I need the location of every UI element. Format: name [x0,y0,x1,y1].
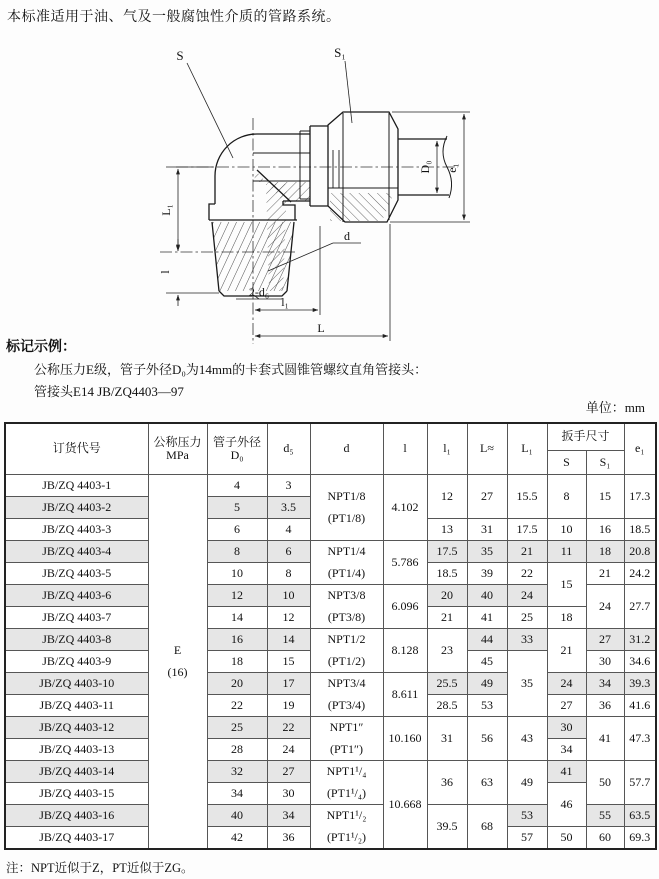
table-cell: 57.7 [624,761,656,805]
table-cell: 39 [467,563,507,585]
table-cell: 34.6 [624,651,656,673]
col-header-S1: S₁ [586,451,624,475]
table-cell: 22 [267,717,310,739]
table-cell: 5 [207,497,267,519]
intro-text: 本标准适用于油、气及一般腐蚀性介质的管路系统。 [7,10,341,25]
table-cell: 8 [547,475,586,519]
table-cell: 22 [207,695,267,717]
table-cell: 43 [507,717,547,761]
table-cell: 21 [586,563,624,585]
table-cell: 28 [207,739,267,761]
unit-label: 单位：mm [585,400,645,415]
col-header-L1: L₁ [507,423,547,475]
table-cell: 34 [207,783,267,805]
table-cell: 10.160 [383,717,427,761]
table-cell: 16 [586,519,624,541]
col-header-l1: l₁ [427,423,467,475]
table-cell: 40 [207,805,267,827]
table-cell: 53 [467,695,507,717]
table-cell: 36 [427,761,467,805]
table-cell: 21 [507,541,547,563]
label-L: L [317,321,325,335]
table-cell: JB/ZQ 4403-14 [5,761,148,783]
table-cell: JB/ZQ 4403-17 [5,827,148,850]
table-cell: 35 [507,651,547,717]
col-header-L-approx: L≈ [467,423,507,475]
table-cell: 34 [547,739,586,761]
table-cell: JB/ZQ 4403-13 [5,739,148,761]
table-cell: 27.7 [624,585,656,629]
table-cell: NPT3/4 (PT3/4) [310,673,383,717]
table-cell: 41 [586,717,624,761]
table-cell: 12 [267,607,310,629]
table-cell: 53 [507,805,547,827]
table-cell: JB/ZQ 4403-7 [5,607,148,629]
table-cell: 3.5 [267,497,310,519]
table-cell: NPT1/4 (PT1/4) [310,541,383,585]
table-head [5,423,656,475]
table-cell: 17.3 [624,475,656,519]
table-cell: 17.5 [427,541,467,563]
table-cell: 41.6 [624,695,656,717]
table-cell: 24 [547,673,586,695]
table-cell: 8 [267,563,310,585]
table-cell: 39.5 [427,805,467,850]
label-d0: D₀ [418,160,432,174]
table-cell: 56 [467,717,507,761]
label-s: S [176,48,184,63]
table-cell: 39.3 [624,673,656,695]
table-cell: 18.5 [427,563,467,585]
table-cell: NPT1/8 (PT1/8) [310,475,383,541]
table-cell: 36 [267,827,310,850]
table-cell: 24.2 [624,563,656,585]
table-cell: 15 [547,563,586,607]
table-cell: 36 [586,695,624,717]
table-cell: 4.102 [383,475,427,541]
table-cell: 32 [207,761,267,783]
table-cell: 33 [507,629,547,651]
table-cell: NPT1/2 (PT1/2) [310,629,383,673]
table-cell: 28.5 [427,695,467,717]
table-cell: 14 [267,629,310,651]
section-hatching [212,172,394,291]
table-cell: 14 [207,607,267,629]
table-cell: JB/ZQ 4403-1 [5,475,148,497]
table-cell: 6.096 [383,585,427,629]
table-cell: 8.611 [383,673,427,717]
label-d: d [344,229,350,243]
table-cell: 42 [207,827,267,850]
col-header-wrench-size: 扳手尺寸 [547,423,624,451]
table-cell: 23 [427,629,467,673]
table-cell: JB/ZQ 4403-6 [5,585,148,607]
table-cell: 49 [467,673,507,695]
col-header-e1: e₁ [624,423,656,475]
table-cell: JB/ZQ 4403-4 [5,541,148,563]
table-cell: 12 [427,475,467,519]
table-cell: 10 [547,519,586,541]
col-header-pressure: 公称压力 MPa [148,423,207,475]
marking-example-title: 标记示例： [6,340,76,355]
table-cell: 25 [507,607,547,629]
table-cell: 40 [467,585,507,607]
table-cell: 27 [267,761,310,783]
table-cell: 3 [267,475,310,497]
table-cell: 18.5 [624,519,656,541]
table-body [5,475,656,850]
table-cell: 24 [267,739,310,761]
table-cell: NPT3/8 (PT3/8) [310,585,383,629]
table-cell: 21 [427,607,467,629]
table-cell: 25 [207,717,267,739]
table-cell: JB/ZQ 4403-12 [5,717,148,739]
table-cell: 31 [467,519,507,541]
table-cell: 16 [207,629,267,651]
table-cell: 18 [547,607,586,629]
table-cell: 63 [467,761,507,805]
table-cell: 12 [207,585,267,607]
table-cell: 8.128 [383,629,427,673]
table-cell: 20 [207,673,267,695]
table-cell: 10 [267,585,310,607]
table-cell: JB/ZQ 4403-11 [5,695,148,717]
table-cell: 50 [547,827,586,850]
table-cell: 13 [427,519,467,541]
table-cell: 35 [467,541,507,563]
table-cell: 60 [586,827,624,850]
table-cell: 45 [467,651,507,673]
table-cell: JB/ZQ 4403-10 [5,673,148,695]
label-2d6: 2-d₆ [248,285,270,299]
table-cell: 47.3 [624,717,656,761]
table-cell: JB/ZQ 4403-5 [5,563,148,585]
marking-example-line2: 管接头E14 JB/ZQ4403—97 [34,384,184,399]
table-row [5,717,656,739]
dimension-lines [166,61,470,341]
table-row [5,673,656,695]
table-cell: 5.786 [383,541,427,585]
label-l: l [158,270,172,274]
table-cell: 4 [267,519,310,541]
table-cell: JB/ZQ 4403-16 [5,805,148,827]
col-header-code: 订货代号 [5,423,148,475]
footnote: 注：NPT近似于Z，PT近似于ZG。 [6,861,194,875]
table-row [5,541,656,563]
table-cell: 57 [507,827,547,850]
col-header-d5: d₅ [267,423,310,475]
table-cell: 6 [207,519,267,541]
table-cell: JB/ZQ 4403-15 [5,783,148,805]
col-header-d: d [310,423,383,475]
table-cell: 30 [267,783,310,805]
table-cell: 22 [507,563,547,585]
marking-example-line1: 公称压力E级，管子外径D₀为14mm的卡套式圆锥管螺纹直角管接头： [34,362,428,377]
label-l1: l₁ [281,295,289,309]
table-cell: 10 [207,563,267,585]
table-cell: 8 [207,541,267,563]
table-row [5,761,656,783]
table-cell: 15 [586,475,624,519]
table-cell: 17.5 [507,519,547,541]
table-row [5,629,656,651]
table-cell: 24 [586,585,624,629]
table-cell: 15.5 [507,475,547,519]
table-row [5,475,656,497]
table-cell: 27 [467,475,507,519]
table-cell: 31 [427,717,467,761]
technical-drawing [0,0,659,348]
table-cell: 24 [507,585,547,607]
table-cell: 41 [547,761,586,783]
spec-table [4,422,657,850]
table-cell: 21 [547,629,586,673]
table-cell: JB/ZQ 4403-3 [5,519,148,541]
table-cell: 49 [507,761,547,805]
table-cell: 18 [586,541,624,563]
table-cell: 17 [267,673,310,695]
table-cell: 30 [547,717,586,739]
col-header-l: l [383,423,427,475]
label-L1: L₁ [159,204,173,216]
table-cell: JB/ZQ 4403-9 [5,651,148,673]
table-cell: 20.8 [624,541,656,563]
label-s1: S₁ [334,45,346,60]
table-cell: 68 [467,805,507,850]
table-cell: 55 [586,805,624,827]
table-header-row [5,423,656,451]
table-cell: NPT1¹/₄ (PT1¹/₄) [310,761,383,805]
table-cell: 69.3 [624,827,656,850]
table-cell: 20 [427,585,467,607]
table-cell: 63.5 [624,805,656,827]
table-cell: 6 [267,541,310,563]
table-cell: 27 [586,629,624,651]
table-cell: 30 [586,651,624,673]
table-cell: 34 [586,673,624,695]
col-header-tube-od: 管子外径 D₀ [207,423,267,475]
table-cell: 11 [547,541,586,563]
table-cell: 34 [267,805,310,827]
table-cell: 15 [267,651,310,673]
table-cell: JB/ZQ 4403-8 [5,629,148,651]
table-cell: 19 [267,695,310,717]
table-cell: 46 [547,783,586,827]
table-cell: 18 [207,651,267,673]
table-cell: NPT1″ (PT1″) [310,717,383,761]
table-cell: NPT1¹/₂ (PT1¹/₂) [310,805,383,850]
table-cell: 27 [547,695,586,717]
table-cell: 44 [467,629,507,651]
table-cell: E (16) [148,475,207,850]
table-cell: 10.668 [383,761,427,850]
table-cell: 50 [586,761,624,805]
table-cell: 4 [207,475,267,497]
label-e1: e₁ [445,163,459,173]
table-cell: JB/ZQ 4403-2 [5,497,148,519]
table-cell: 25.5 [427,673,467,695]
table-cell: 41 [467,607,507,629]
col-header-S: S [547,451,586,475]
table-cell: 31.2 [624,629,656,651]
